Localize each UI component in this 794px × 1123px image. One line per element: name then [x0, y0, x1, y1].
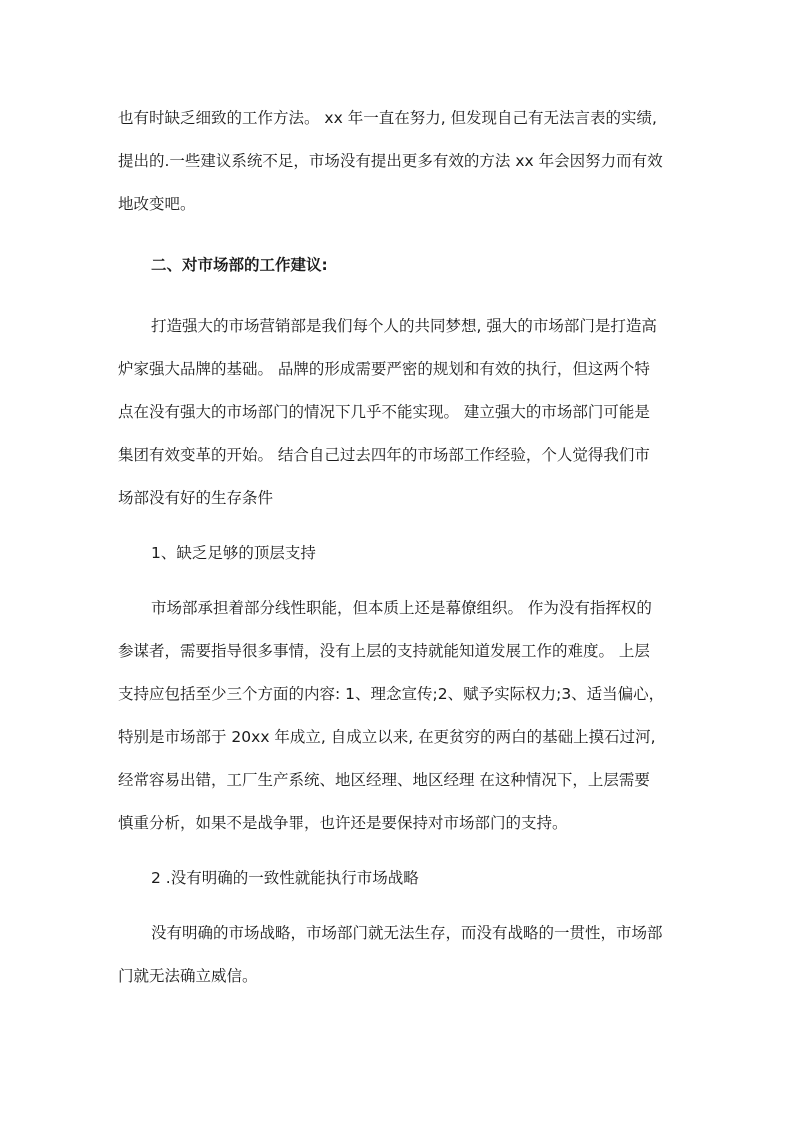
paragraph: [118, 593, 678, 851]
text-line: 经常容易出错，工厂生产系统、地区经理、地区经理 在这种情况下，上层需要: [118, 771, 650, 789]
text-line: 打造强大的市场营销部是我们每个人的共同梦想, 强大的市场部门是打造高: [151, 317, 657, 335]
paragraph: [118, 103, 678, 232]
text-line: 集团有效变革的开始。 结合自己过去四年的市场部工作经验，个人觉得我们市: [118, 446, 650, 464]
text-line: 点在没有强大的市场部门的情况下几乎不能实现。 建立强大的市场部门可能是: [118, 403, 650, 421]
text-line: 门就无法确立威信。: [118, 967, 258, 985]
text-line: 特别是市场部于 20xx 年成立, 自成立以来, 在更贫穷的两白的基础上摸石过河,: [118, 728, 656, 746]
list-item-title: 2 .没有明确的一致性就能执行市场战略: [151, 869, 419, 887]
document-body: [118, 103, 678, 1004]
text-line: 炉家强大品牌的基础。 品牌的形成需要严密的规划和有效的执行，但这两个特: [118, 360, 650, 378]
text-line: 场部没有好的生存条件: [118, 489, 274, 507]
section-heading: 二、对市场部的工作建议:: [151, 256, 328, 274]
text-line: 提出的.一些建议系统不足，市场没有提出更多有效的方法 xx 年会因努力而有效: [118, 152, 663, 170]
paragraph: [118, 918, 678, 1004]
text-line: 慎重分析，如果不是战争罪，也许还是要保持对市场部门的支持。: [118, 814, 568, 832]
text-line: 没有明确的市场战略，市场部门就无法生存，而没有战略的一贯性，市场部: [151, 924, 663, 942]
text-line: 也有时缺乏细致的工作方法。 xx 年一直在努力, 但发现自己有无法言表的实绩,: [118, 109, 657, 127]
list-item-title: 1、缺乏足够的顶层支持: [151, 544, 316, 562]
text-line: 参谋者，需要指导很多事情，没有上层的支持就能知道发展工作的难度。 上层: [118, 642, 650, 660]
text-line: 市场部承担着部分线性职能，但本质上还是幕僚组织。 作为没有指挥权的: [151, 599, 652, 617]
text-line: 地改变吧。: [118, 195, 196, 213]
paragraph: [118, 311, 678, 526]
text-line: 支持应包括至少三个方面的内容: 1、理念宣传;2、赋予实际权力;3、适当偏心，: [118, 685, 665, 703]
